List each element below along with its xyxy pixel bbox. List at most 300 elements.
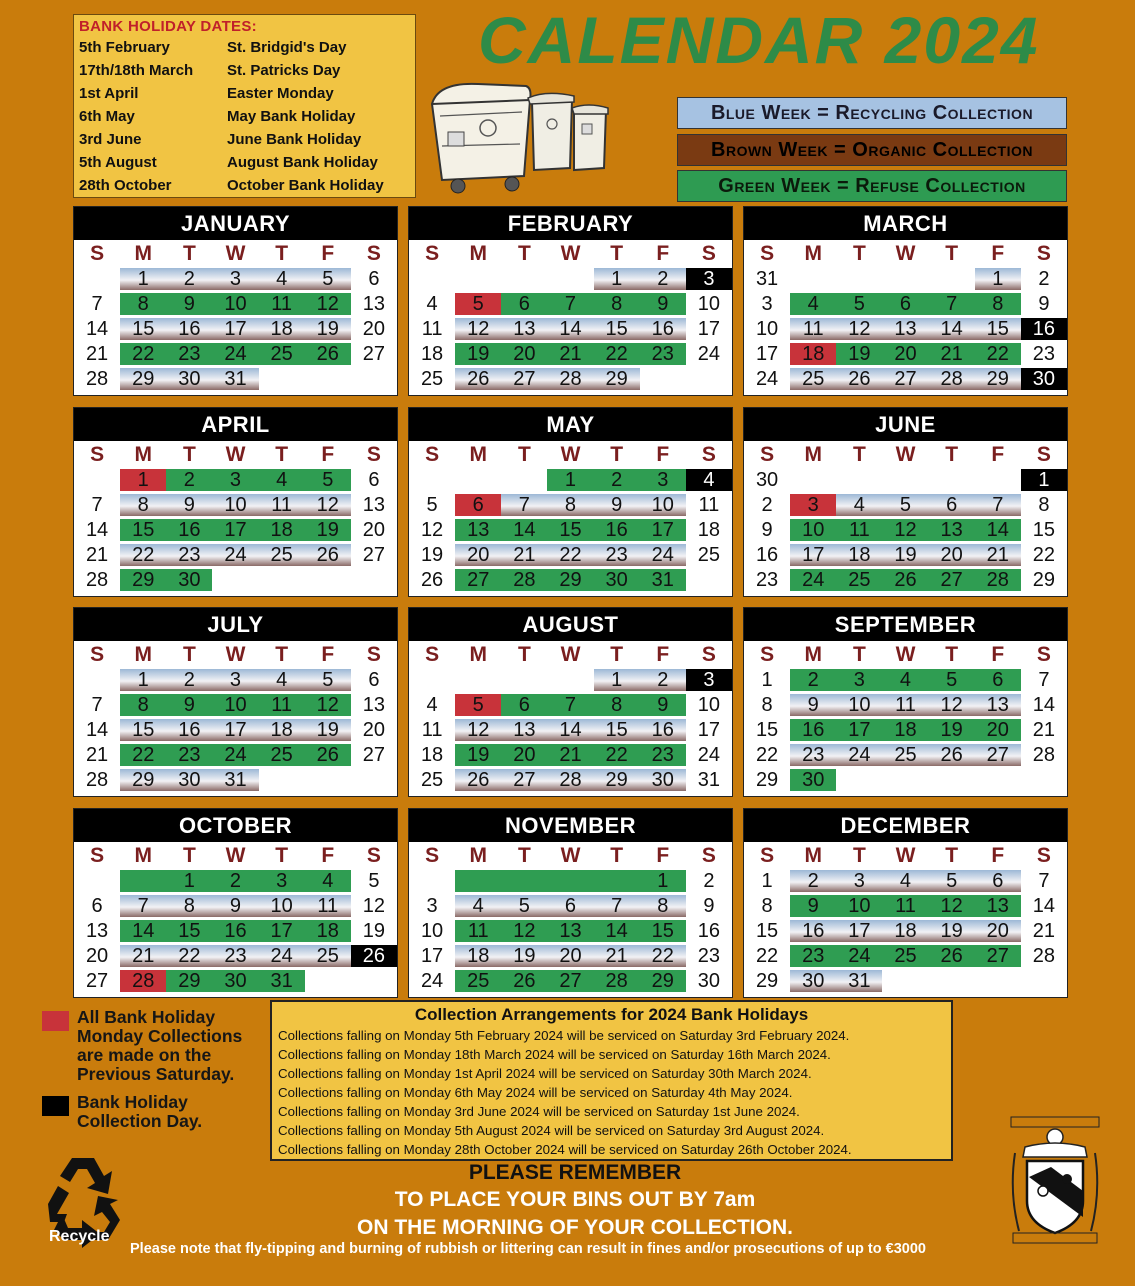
weekday-label: M <box>134 242 152 265</box>
empty-cell <box>1021 769 1067 791</box>
day-cell: 10 <box>697 293 721 315</box>
day-cell: 28 <box>594 970 640 992</box>
weekday-label: M <box>134 443 152 466</box>
day-cell: 17 <box>697 318 721 340</box>
weekday-label: T <box>852 443 866 466</box>
day-cell: 29 <box>120 368 166 390</box>
day-cell: 8 <box>1038 494 1050 516</box>
day-cell: 29 <box>120 769 166 791</box>
day-cell: 4 <box>426 694 438 716</box>
day-cell: 7 <box>1038 669 1050 691</box>
empty-cell <box>547 669 593 691</box>
day-cell: 8 <box>547 494 593 516</box>
day-cell: 20 <box>929 544 975 566</box>
weekday-label: S <box>425 443 440 466</box>
day-cell: 13 <box>501 318 547 340</box>
weekday-header <box>744 441 1067 468</box>
day-cell: 3 <box>761 293 773 315</box>
red-swatch <box>42 1011 69 1031</box>
day-cell: 5 <box>882 494 928 516</box>
day-cell: 14 <box>594 920 640 942</box>
day-cell: 25 <box>836 569 882 591</box>
day-cell: 8 <box>975 293 1021 315</box>
day-cell: 27 <box>362 744 386 766</box>
empty-cell <box>305 368 351 390</box>
empty-cell <box>351 970 397 992</box>
day-cell: 5 <box>501 895 547 917</box>
weekday-label: F <box>991 242 1005 265</box>
bank-holiday-name: May Bank Holiday <box>227 108 356 125</box>
day-cell: 30 <box>594 569 640 591</box>
weekday-label: M <box>469 844 487 867</box>
day-cell: 28 <box>547 769 593 791</box>
weekday-label: S <box>90 643 105 666</box>
month-july <box>73 607 398 797</box>
day-cell: 16 <box>166 719 212 741</box>
bank-holiday-row <box>79 36 384 59</box>
month-title: AUGUST <box>409 608 732 641</box>
day-cell: 1 <box>120 268 166 290</box>
day-cell: 11 <box>698 494 720 516</box>
day-cell: 8 <box>166 895 212 917</box>
day-cell: 6 <box>368 669 380 691</box>
day-cell: 20 <box>882 343 928 365</box>
day-cell: 4 <box>455 895 501 917</box>
month-title: APRIL <box>74 408 397 441</box>
empty-cell <box>836 469 882 491</box>
day-cell: 8 <box>120 293 166 315</box>
day-cell: 4 <box>836 494 882 516</box>
empty-cell <box>686 569 732 591</box>
day-cell: 27 <box>362 544 386 566</box>
empty-cell <box>1021 970 1067 992</box>
weekday-label: F <box>991 443 1005 466</box>
day-cell: 28 <box>1032 744 1056 766</box>
weekday-label: T <box>945 844 959 867</box>
arrangement-line: Collections falling on Monday 1st April 2024 will be serviced on Saturday 30th March 2024. <box>278 1066 812 1081</box>
weekday-label: S <box>366 844 381 867</box>
day-cell: 19 <box>305 318 351 340</box>
day-cell: 9 <box>1038 293 1050 315</box>
day-cell: 27 <box>929 569 975 591</box>
empty-cell <box>259 569 305 591</box>
day-cell: 29 <box>547 569 593 591</box>
empty-cell <box>409 669 455 691</box>
day-cell: 27 <box>85 970 109 992</box>
day-cell: 23 <box>790 945 836 967</box>
day-cell: 28 <box>120 970 166 992</box>
day-cell: 14 <box>1032 895 1056 917</box>
empty-cell <box>74 469 120 491</box>
weekday-label: W <box>895 242 916 265</box>
weekday-label: M <box>804 443 822 466</box>
day-cell: 24 <box>790 569 836 591</box>
day-cell: 22 <box>594 744 640 766</box>
day-cell: 6 <box>547 895 593 917</box>
weekday-label: F <box>656 643 670 666</box>
day-cell: 31 <box>212 368 258 390</box>
day-cell: 20 <box>975 719 1021 741</box>
day-cell: 17 <box>755 343 779 365</box>
day-cell: 16 <box>640 719 686 741</box>
bank-holiday-row <box>79 82 384 105</box>
day-grid <box>74 668 397 793</box>
reminder-line-2: TO PLACE YOUR BINS OUT BY 7am <box>394 1188 756 1211</box>
weekday-label: S <box>1036 443 1051 466</box>
weekday-label: F <box>321 643 335 666</box>
day-cell: 25 <box>420 368 444 390</box>
day-cell: 27 <box>362 343 386 365</box>
bank-holiday-date: 17th/18th March <box>79 62 194 79</box>
day-cell: 9 <box>703 895 715 917</box>
weekday-label: S <box>425 643 440 666</box>
empty-cell <box>455 669 501 691</box>
weekday-label: S <box>701 643 716 666</box>
day-cell: 10 <box>420 920 444 942</box>
day-cell: 2 <box>166 669 212 691</box>
day-grid <box>409 267 732 392</box>
day-cell: 23 <box>697 945 721 967</box>
day-cell: 19 <box>362 920 386 942</box>
day-cell: 26 <box>455 769 501 791</box>
day-cell: 11 <box>421 719 443 741</box>
day-cell: 27 <box>501 769 547 791</box>
day-cell: 17 <box>259 920 305 942</box>
day-cell: 8 <box>594 694 640 716</box>
day-cell: 4 <box>259 268 305 290</box>
day-cell: 26 <box>882 569 928 591</box>
day-cell: 6 <box>975 870 1021 892</box>
day-cell: 29 <box>1032 569 1056 591</box>
day-cell: 12 <box>836 318 882 340</box>
day-cell: 21 <box>120 945 166 967</box>
day-cell: 6 <box>368 268 380 290</box>
day-cell: 3 <box>686 669 732 691</box>
day-cell: 26 <box>929 744 975 766</box>
day-cell: 2 <box>166 268 212 290</box>
day-cell: 13 <box>975 895 1021 917</box>
day-cell: 28 <box>85 769 109 791</box>
empty-cell <box>455 268 501 290</box>
day-cell: 21 <box>929 343 975 365</box>
day-cell: 12 <box>455 719 501 741</box>
weekday-label: S <box>366 643 381 666</box>
wheelie-bins-icon <box>428 76 618 204</box>
weekday-label: T <box>275 443 289 466</box>
day-cell: 4 <box>259 469 305 491</box>
day-cell: 5 <box>305 268 351 290</box>
day-cell: 28 <box>501 569 547 591</box>
bank-holiday-heading: BANK HOLIDAY DATES: <box>79 18 257 35</box>
day-cell: 17 <box>212 519 258 541</box>
day-cell: 6 <box>882 293 928 315</box>
day-cell: 12 <box>305 694 351 716</box>
month-may <box>408 407 733 597</box>
weekday-label: M <box>469 443 487 466</box>
weekday-header <box>74 441 397 468</box>
day-cell: 26 <box>305 343 351 365</box>
empty-cell <box>882 769 928 791</box>
day-grid <box>409 468 732 593</box>
day-cell: 8 <box>640 895 686 917</box>
arrangements-title: Collection Arrangements for 2024 Bank Holidays <box>414 1005 809 1024</box>
empty-cell <box>790 268 836 290</box>
day-cell: 3 <box>640 469 686 491</box>
day-cell: 18 <box>259 318 305 340</box>
day-cell: 22 <box>755 945 779 967</box>
day-cell: 13 <box>501 719 547 741</box>
day-cell: 11 <box>421 318 443 340</box>
day-cell: 22 <box>640 945 686 967</box>
bank-holiday-name: St. Patricks Day <box>227 62 341 79</box>
day-cell: 10 <box>212 694 258 716</box>
day-cell: 30 <box>790 970 836 992</box>
weekday-label: S <box>366 242 381 265</box>
day-cell: 20 <box>85 945 109 967</box>
weekday-label: S <box>366 443 381 466</box>
day-cell: 22 <box>755 744 779 766</box>
empty-cell <box>455 469 501 491</box>
day-cell: 7 <box>91 494 103 516</box>
day-cell: 15 <box>547 519 593 541</box>
day-cell: 11 <box>259 293 305 315</box>
day-cell: 23 <box>594 544 640 566</box>
day-cell: 13 <box>882 318 928 340</box>
weekday-header <box>74 240 397 267</box>
day-cell: 10 <box>259 895 305 917</box>
day-cell: 9 <box>594 494 640 516</box>
day-grid <box>74 468 397 593</box>
day-cell: 2 <box>594 469 640 491</box>
day-cell: 31 <box>836 970 882 992</box>
day-cell: 24 <box>212 343 258 365</box>
empty-cell <box>409 870 455 892</box>
month-october <box>73 808 398 998</box>
legend-brown-week: Brown Week = Organic Collection <box>677 134 1067 166</box>
key-red-row <box>42 1008 267 1084</box>
fine-print: Please note that fly-tipping and burning of rubbish or littering can result in fines and/or prosecutions of up to €3000 <box>130 1241 926 1257</box>
day-cell: 26 <box>305 744 351 766</box>
day-cell: 10 <box>836 895 882 917</box>
weekday-label: F <box>656 443 670 466</box>
day-cell: 2 <box>212 870 258 892</box>
key-red-text: All Bank Holiday Monday Collections are made on the Previous Saturday. <box>77 1007 243 1084</box>
day-cell: 31 <box>640 569 686 591</box>
weekday-label: M <box>134 643 152 666</box>
empty-cell <box>929 268 975 290</box>
day-cell: 17 <box>836 719 882 741</box>
bank-holiday-date: 5th February <box>79 39 170 56</box>
day-cell: 5 <box>455 293 501 315</box>
day-cell: 4 <box>790 293 836 315</box>
day-cell: 26 <box>351 945 397 967</box>
day-cell: 23 <box>166 744 212 766</box>
weekday-label: S <box>760 643 775 666</box>
day-cell: 22 <box>975 343 1021 365</box>
day-cell: 13 <box>455 519 501 541</box>
weekday-label: S <box>425 242 440 265</box>
month-title: OCTOBER <box>74 809 397 842</box>
arrangement-line: Collections falling on Monday 5th February 2024 will be serviced on Saturday 3rd February 2024. <box>278 1028 850 1043</box>
day-cell: 11 <box>790 318 836 340</box>
empty-cell <box>975 769 1021 791</box>
day-cell: 26 <box>501 970 547 992</box>
day-cell: 8 <box>761 694 773 716</box>
weekday-label: M <box>134 844 152 867</box>
day-cell: 6 <box>455 494 501 516</box>
empty-cell <box>351 368 397 390</box>
empty-cell <box>305 569 351 591</box>
day-cell: 23 <box>1032 343 1056 365</box>
day-cell: 17 <box>420 945 444 967</box>
day-cell: 14 <box>85 519 109 541</box>
weekday-label: S <box>1036 242 1051 265</box>
weekday-header <box>409 641 732 668</box>
weekday-label: T <box>275 643 289 666</box>
day-cell: 6 <box>501 293 547 315</box>
day-cell: 30 <box>166 769 212 791</box>
day-cell: 22 <box>120 744 166 766</box>
day-cell: 15 <box>120 719 166 741</box>
weekday-label: S <box>1036 643 1051 666</box>
month-title: JUNE <box>744 408 1067 441</box>
day-cell: 21 <box>85 544 109 566</box>
empty-cell <box>975 970 1021 992</box>
day-cell: 23 <box>790 744 836 766</box>
day-cell: 16 <box>790 920 836 942</box>
day-cell: 14 <box>975 519 1021 541</box>
day-cell: 6 <box>501 694 547 716</box>
weekday-label: F <box>991 844 1005 867</box>
empty-cell <box>882 970 928 992</box>
empty-cell <box>882 268 928 290</box>
weekday-label: S <box>760 443 775 466</box>
day-cell: 19 <box>455 744 501 766</box>
weekday-label: S <box>1036 844 1051 867</box>
weekday-label: W <box>895 844 916 867</box>
day-cell: 6 <box>929 494 975 516</box>
day-cell: 18 <box>836 544 882 566</box>
day-cell: 16 <box>594 519 640 541</box>
day-cell: 7 <box>501 494 547 516</box>
day-cell: 11 <box>882 895 928 917</box>
weekday-label: F <box>656 844 670 867</box>
day-grid <box>409 869 732 994</box>
weekday-label: T <box>517 643 531 666</box>
weekday-label: W <box>895 643 916 666</box>
empty-cell <box>351 569 397 591</box>
day-cell: 3 <box>212 469 258 491</box>
day-cell: 4 <box>426 293 438 315</box>
empty-cell <box>501 870 547 892</box>
day-cell: 1 <box>761 870 773 892</box>
weekday-label: W <box>560 443 581 466</box>
day-cell: 16 <box>1021 318 1067 340</box>
day-cell: 30 <box>697 970 721 992</box>
month-december <box>743 808 1068 998</box>
bank-holiday-row <box>79 174 384 197</box>
day-cell: 16 <box>166 519 212 541</box>
bank-holiday-name: August Bank Holiday <box>227 154 378 171</box>
day-cell: 25 <box>790 368 836 390</box>
weekday-label: W <box>225 643 246 666</box>
empty-cell <box>836 268 882 290</box>
weekday-label: S <box>760 242 775 265</box>
day-cell: 15 <box>755 719 779 741</box>
day-cell: 19 <box>929 920 975 942</box>
weekday-label: F <box>321 844 335 867</box>
day-cell: 29 <box>594 368 640 390</box>
day-cell: 3 <box>686 268 732 290</box>
day-grid <box>744 668 1067 793</box>
day-cell: 18 <box>790 343 836 365</box>
empty-cell <box>305 769 351 791</box>
month-title: MARCH <box>744 207 1067 240</box>
day-cell: 26 <box>455 368 501 390</box>
day-cell: 19 <box>929 719 975 741</box>
weekday-header <box>744 641 1067 668</box>
day-cell: 7 <box>547 293 593 315</box>
day-cell: 14 <box>1032 694 1056 716</box>
month-title: JANUARY <box>74 207 397 240</box>
day-cell: 18 <box>420 343 444 365</box>
day-cell: 21 <box>85 343 109 365</box>
day-cell: 30 <box>790 769 836 791</box>
weekday-label: M <box>804 844 822 867</box>
day-cell: 5 <box>836 293 882 315</box>
day-cell: 15 <box>120 519 166 541</box>
day-cell: 5 <box>929 870 975 892</box>
day-cell: 9 <box>640 694 686 716</box>
day-cell: 3 <box>212 669 258 691</box>
day-cell: 5 <box>455 694 501 716</box>
day-cell: 26 <box>929 945 975 967</box>
day-cell: 9 <box>761 519 773 541</box>
day-cell: 16 <box>755 544 779 566</box>
bank-holiday-name: October Bank Holiday <box>227 177 384 194</box>
black-swatch <box>42 1096 69 1116</box>
day-cell: 15 <box>594 719 640 741</box>
day-cell: 18 <box>455 945 501 967</box>
empty-cell <box>929 469 975 491</box>
month-april <box>73 407 398 597</box>
day-cell: 10 <box>790 519 836 541</box>
day-cell: 31 <box>259 970 305 992</box>
day-cell: 12 <box>929 895 975 917</box>
day-cell: 22 <box>120 544 166 566</box>
weekday-label: T <box>945 242 959 265</box>
day-cell: 21 <box>501 544 547 566</box>
day-cell: 4 <box>259 669 305 691</box>
day-cell: 15 <box>166 920 212 942</box>
weekday-label: T <box>852 643 866 666</box>
weekday-label: W <box>225 443 246 466</box>
day-cell: 13 <box>929 519 975 541</box>
day-cell: 21 <box>975 544 1021 566</box>
day-cell: 25 <box>882 744 928 766</box>
day-cell: 18 <box>305 920 351 942</box>
day-cell: 18 <box>420 744 444 766</box>
day-cell: 21 <box>1032 719 1056 741</box>
day-cell: 11 <box>836 519 882 541</box>
day-cell: 10 <box>836 694 882 716</box>
weekday-label: T <box>852 242 866 265</box>
month-title: DECEMBER <box>744 809 1067 842</box>
day-grid <box>409 668 732 793</box>
day-cell: 13 <box>362 293 386 315</box>
weekday-label: S <box>701 242 716 265</box>
weekday-header <box>744 842 1067 869</box>
